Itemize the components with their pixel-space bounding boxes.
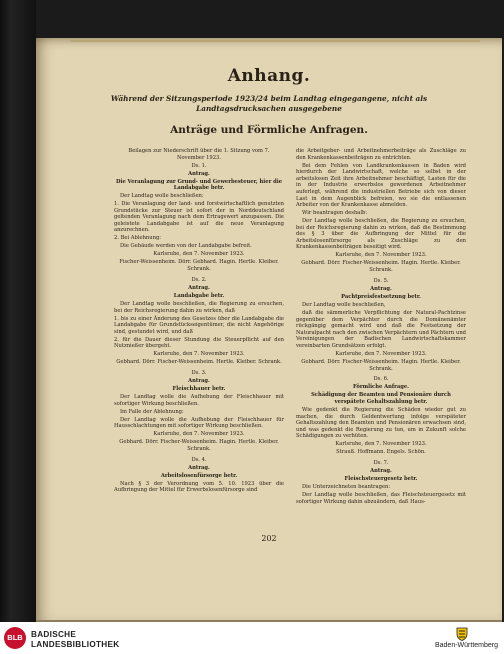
paragraph: die Arbeitgeber- und Arbeitnehmerbeiträge als Zuschläge zu den Krankenkassenbeiträgen zu entrichten. <box>296 148 466 161</box>
paragraph: Gebhard. Dörr. Fischer-Weissenheim. Hertle. Kleiber. Schrank. <box>116 359 282 366</box>
coat-of-arms-icon <box>455 627 469 641</box>
paragraph: Karlsruhe, den 7. November 1923. <box>153 351 245 358</box>
state-name: Baden-Württemberg <box>434 642 498 649</box>
paragraph: 2. für die Dauer dieser Stundung die Steuerpflicht auf den Nutznießer übergeht. <box>114 336 284 350</box>
paragraph: Schädigung der Beamten und Pensionäre durch verspätete Gehaltszahlung betr. <box>311 392 451 406</box>
paragraph: Ds. 1. <box>191 162 207 169</box>
paragraph: Antrag. <box>370 286 392 293</box>
paragraph: Der Landtag wolle die Aufhebung der Fleischhauer für Hausschlachtungen mit sofortiger Wirkung beschließen. <box>114 416 284 430</box>
paragraph: Arbeitslosenfürsorge betr. <box>160 472 238 479</box>
page-number: 202 <box>261 534 277 543</box>
paragraph: Ds. 2. <box>191 277 207 283</box>
paragraph: Im Falle der Ablehnung: <box>120 408 184 415</box>
section-heading: Anträge und Förmliche Anfragen. <box>170 124 368 136</box>
paragraph: Antrag. <box>188 378 210 385</box>
paragraph: Fleischsteuergesetz betr. <box>344 476 418 483</box>
paragraph: Gebhard. Dörr. Fischer-Weissenheim. Hagin. Hertle. Kleiber. Schrank. <box>301 358 461 372</box>
paragraph: Antrag. <box>188 464 210 471</box>
blb-logo[interactable]: BLB <box>4 627 26 649</box>
library-name[interactable] <box>31 630 120 649</box>
left-column <box>114 148 284 495</box>
book-spine <box>0 0 36 622</box>
library-name-line2: LANDESBIBLIOTHEK <box>31 639 120 649</box>
top-rule <box>70 40 480 42</box>
paragraph: Der Landtag wolle beschließen: <box>120 193 204 200</box>
paragraph: Beilagen zur Niederschrift über die 1. Sitzung vom 7. November 1923. <box>128 148 270 161</box>
library-name-line1: BADISCHE <box>31 630 77 639</box>
paragraph: Strauß. Hoffmann. Engels. Schön. <box>336 449 426 456</box>
paragraph: Förmliche Anfrage. <box>353 384 409 391</box>
paragraph: Gebhard. Dörr. Fischer-Weissenheim. Hagin. Hertle. Kleiber. Schrank. <box>119 439 279 452</box>
paragraph: 2. Bei Ablehnung: <box>114 235 162 242</box>
paragraph: Pachtpreisfestsetzung betr. <box>341 294 421 300</box>
paragraph: Karlsruhe, den 7. November 1923. <box>335 252 427 259</box>
paragraph: Ds. 3. <box>191 370 207 377</box>
paragraph: Karlsruhe, den 7. November 1923. <box>335 441 427 448</box>
paragraph: Ds. 4. <box>191 456 207 463</box>
paragraph: 1. bis zu einer Änderung des Gesetzes über die Landabgabe die Landabgabe für Grundstückseigentümer, die nicht Angehörige sind, gestundet wird, und daß <box>114 315 284 335</box>
right-column <box>296 148 466 507</box>
paragraph: Der Landtag wolle die Aufhebung der Fleischhauer mit sofortiger Wirkung beschließen. <box>114 394 284 407</box>
paragraph: Der Landtag wolle beschließen, die Regierung zu ersuchen, bei der Reichsregierung dahin zu wirken, daß die Bestimmung des § 3 über die Aufbringung der Mittel für die Arbeitslosenfürsorge als Zuschläge zu den Krankenkassenbeiträgen beseitigt wird. <box>296 218 466 251</box>
footer-bar <box>0 622 504 654</box>
paragraph: Gebhard. Dörr. Fischer-Weissenheim. Hagin. Hertle. Kleiber. Schrank. <box>301 260 461 274</box>
paragraph: Wie gedenkt die Regierung die Schäden wieder gut zu machen, die durch Geldentwertung infolge verspäteter Gehaltszahlung den Beamten und Pensionären erwachsen sind, und was gedenkt die Regierung zu tun, um in Zukunft solche Schädigungen zu verhüten. <box>296 407 466 440</box>
page-subtitle: Während der Sitzungsperiode 1923/24 beim Landtag eingegangene, nicht als Landtagsdrucksachen ausgegebene <box>110 94 428 113</box>
paragraph: Der Landtag wolle beschließen, <box>302 301 386 308</box>
paragraph: Die Unterzeichneten beantragen: <box>302 484 391 491</box>
paragraph: Bei dem Fehlen von Landkrankenkassen in Baden wird hierdurch der Landwirtschaft, welche so selbst in der arbeitslosen Zeit ihre Arbeitnehmer beschäftigt, Lasten für die in der Industrie erwerbslos gewordenen Arbeitnehmer auferlegt, während die industriellen Betriebe sich von dieser Last in dem Augenblick befreien, wo sie die entlassenen Arbeiter von der Krankenkasse abmelden. <box>296 162 466 209</box>
paragraph: Karlsruhe, den 7. November 1923. <box>153 431 245 438</box>
paragraph: Antrag. <box>188 284 210 291</box>
paragraph: Ds. 5. <box>373 278 389 285</box>
paragraph: Der Landtag wolle beschließen, die Regierung zu ersuchen, bei der Reichsregierung dahin zu wirken, daß <box>114 300 284 314</box>
paragraph: Ds. 6. <box>373 376 389 383</box>
paragraph: Antrag. <box>188 170 210 177</box>
paragraph: Der Landtag wolle beschließen, das Fleischsteuergesetz mit sofortiger Wirkung dahin abzuändern, daß Haus- <box>296 492 466 505</box>
paragraph: Antrag. <box>370 468 392 475</box>
paragraph: Fleischhauer betr. <box>172 386 226 393</box>
paragraph: Ds. 7. <box>373 460 389 467</box>
paragraph: Nach § 3 der Verordnung vom 5. 10. 1923 über die Aufbringung der Mittel für Erwerbslosenfürsorge sind <box>114 480 284 494</box>
paragraph: daß die sämmerliche Verpflichtung der Natural-Pachtzinse gegenüber dem Verpächter durch die Domänenämter rückgängig gemacht wird und daß die Festsetzung der Naturalpacht nach den zwischen Verpächtern und Pächtern und Vereinigungen der Badischen Landwirtschaftskammer vereinbarten Grundsätzen erfolgt. <box>296 309 466 349</box>
paragraph: Fischer-Weissenheim. Dörr. Gebhard. Hagin. Hertle. Kleiber. Schrank. <box>119 259 279 273</box>
scanned-page <box>36 38 502 622</box>
paragraph: Karlsruhe, den 7. November 1923. <box>335 350 427 357</box>
paragraph: Karlsruhe, den 7. November 1923. <box>153 251 245 258</box>
paragraph: Wir beantragen deshalb: <box>302 210 368 217</box>
paragraph: Die Veranlagung zur Grund- und Gewerbesteuer, hier die Landabgabe betr. <box>115 178 283 192</box>
paragraph: Landabgabe betr. <box>173 292 225 299</box>
page-title: Anhang. <box>227 66 311 86</box>
paragraph: Die Gebäude werden von der Landabgabe befreit. <box>120 243 252 250</box>
paragraph: 1. Die Veranlagung der land- und forstwirtschaftlich genutzten Grundstücke zur Steuer ist sofort der in Norddeutschland geltenden Veranlagung nach dem Ertragswert anzupassen. Die geleistete Landabgabe ist auf die neue Veranlagung anzurechnen. <box>114 201 284 234</box>
